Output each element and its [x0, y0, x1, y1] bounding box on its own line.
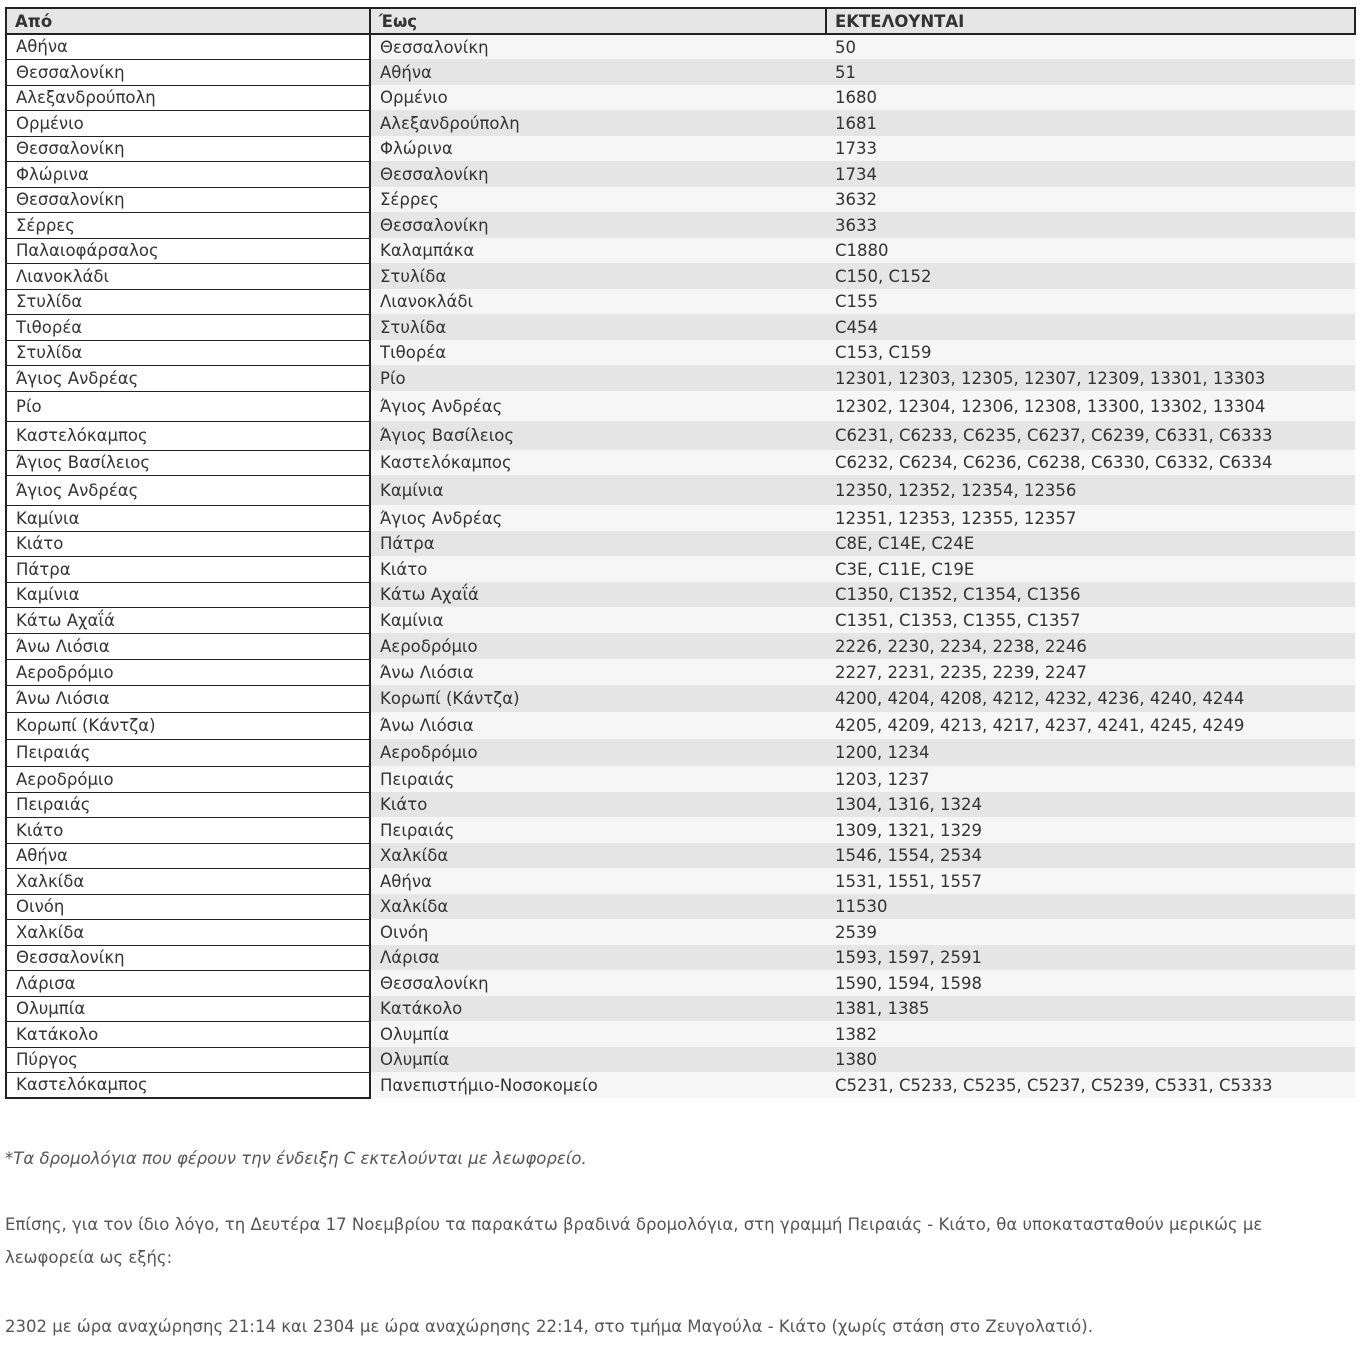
table-row [6, 187, 1355, 212]
cell-trains: 1590, 1594, 1598 [826, 970, 1355, 996]
cell-from: Θεσσαλονίκη [6, 945, 370, 970]
cell-from: Αεροδρόμιο [6, 766, 370, 792]
cell-to: Άγιος Βασίλειος [370, 421, 826, 450]
cell-to: Ολυμπία [370, 1021, 826, 1047]
cell-trains: 1380 [826, 1047, 1355, 1072]
cell-from: Αθήνα [6, 34, 370, 59]
cell-from: Ρίο [6, 391, 370, 421]
cell-trains: 1734 [826, 161, 1355, 187]
cell-from: Καμίνια [6, 505, 370, 531]
cell-from: Πειραιάς [6, 739, 370, 766]
cell-trains: 50 [826, 34, 1355, 59]
table-row [6, 289, 1355, 314]
cell-to: Άγιος Ανδρέας [370, 505, 826, 531]
table-row [6, 894, 1355, 919]
cell-to: Χαλκίδα [370, 843, 826, 868]
table-row [6, 391, 1355, 421]
cell-from: Κορωπί (Κάντζα) [6, 712, 370, 739]
cell-trains: 1733 [826, 136, 1355, 161]
cell-to: Άγιος Ανδρέας [370, 391, 826, 421]
cell-to: Θεσσαλονίκη [370, 970, 826, 996]
table-row [6, 475, 1355, 505]
cell-to: Ολυμπία [370, 1047, 826, 1072]
cell-to: Καστελόκαμπος [370, 450, 826, 475]
cell-trains: 4205, 4209, 4213, 4217, 4237, 4241, 4245, 4249 [826, 712, 1355, 739]
table-row [6, 792, 1355, 817]
table-row [6, 161, 1355, 187]
schedule-rows [6, 34, 1355, 1098]
cell-from: Πύργος [6, 1047, 370, 1072]
cell-from: Αλεξανδρούπολη [6, 85, 370, 110]
cell-trains: 1200, 1234 [826, 739, 1355, 766]
header-from: Από [6, 8, 370, 34]
cell-trains: C8E, C14E, C24E [826, 531, 1355, 556]
table-row [6, 314, 1355, 340]
cell-to: Θεσσαλονίκη [370, 34, 826, 59]
cell-trains: 12351, 12353, 12355, 12357 [826, 505, 1355, 531]
cell-to: Άνω Λιόσια [370, 712, 826, 739]
cell-trains: C6232, C6234, C6236, C6238, C6330, C6332, C6334 [826, 450, 1355, 475]
table-row [6, 556, 1355, 582]
cell-from: Σέρρες [6, 212, 370, 238]
cell-trains: C1880 [826, 238, 1355, 263]
cell-from: Λάρισα [6, 970, 370, 996]
table-row [6, 766, 1355, 792]
cell-trains: 1382 [826, 1021, 1355, 1047]
cell-trains: 2226, 2230, 2234, 2238, 2246 [826, 633, 1355, 659]
cell-to: Πάτρα [370, 531, 826, 556]
cell-trains: 4200, 4204, 4208, 4212, 4232, 4236, 4240, 4244 [826, 685, 1355, 712]
cell-trains: 1304, 1316, 1324 [826, 792, 1355, 817]
cell-to: Οινόη [370, 919, 826, 945]
bus-footnote: *Τα δρομολόγια που φέρουν την ένδειξη C εκτελούνται με λεωφορείο. [5, 1149, 587, 1168]
table-row [6, 212, 1355, 238]
cell-to: Αθήνα [370, 59, 826, 85]
cell-to: Καλαμπάκα [370, 238, 826, 263]
cell-to: Κιάτο [370, 556, 826, 582]
cell-from: Καστελόκαμπος [6, 421, 370, 450]
cell-from: Χαλκίδα [6, 868, 370, 894]
table-row [6, 365, 1355, 391]
table-row [6, 136, 1355, 161]
table-row [6, 450, 1355, 475]
table-header-row [6, 8, 1355, 34]
cell-from: Άγιος Ανδρέας [6, 365, 370, 391]
cell-trains: C1351, C1353, C1355, C1357 [826, 607, 1355, 633]
cell-to: Κατάκολο [370, 996, 826, 1021]
cell-to: Πανεπιστήμιο-Νοσοκομείο [370, 1072, 826, 1098]
cell-trains: 1381, 1385 [826, 996, 1355, 1021]
cell-trains: 11530 [826, 894, 1355, 919]
replaced-trains-note: 2302 με ώρα αναχώρησης 21:14 και 2304 με ώρα αναχώρησης 22:14, στο τμήμα Μαγούλα - Κιάτο (χωρίς στάση στο Ζευγολατιό). [5, 1317, 1093, 1336]
cell-to: Κιάτο [370, 792, 826, 817]
table-row [6, 919, 1355, 945]
evening-replacement-note: Επίσης, για τον ίδιο λόγο, τη Δευτέρα 17 Νοεμβρίου τα παρακάτω βραδινά δρομολόγια, στη γραμμή Πειραιάς - Κιάτο, θα υποκατασταθούν μερικώς με λεωφορεία ως εξής: [5, 1215, 1263, 1267]
cell-to: Πειραιάς [370, 766, 826, 792]
table-row [6, 1072, 1355, 1098]
header-trains: ΕΚΤΕΛΟΥΝΤΑΙ [826, 8, 1355, 34]
cell-trains: 1593, 1597, 2591 [826, 945, 1355, 970]
cell-trains: 3633 [826, 212, 1355, 238]
table-row [6, 633, 1355, 659]
schedule-table [5, 7, 1356, 1099]
cell-trains: 1546, 1554, 2534 [826, 843, 1355, 868]
cell-to: Ορμένιο [370, 85, 826, 110]
cell-trains: C155 [826, 289, 1355, 314]
cell-from: Θεσσαλονίκη [6, 59, 370, 85]
cell-to: Αλεξανδρούπολη [370, 110, 826, 136]
cell-from: Φλώρινα [6, 161, 370, 187]
cell-from: Άνω Λιόσια [6, 685, 370, 712]
cell-from: Πειραιάς [6, 792, 370, 817]
cell-trains: C150, C152 [826, 263, 1355, 289]
cell-from: Κιάτο [6, 817, 370, 843]
cell-trains: C6231, C6233, C6235, C6237, C6239, C6331, C6333 [826, 421, 1355, 450]
table-row [6, 34, 1355, 59]
table-row [6, 996, 1355, 1021]
table-row [6, 505, 1355, 531]
table-row [6, 340, 1355, 365]
cell-from: Κατάκολο [6, 1021, 370, 1047]
cell-trains: 12350, 12352, 12354, 12356 [826, 475, 1355, 505]
cell-trains: C454 [826, 314, 1355, 340]
cell-from: Χαλκίδα [6, 919, 370, 945]
cell-trains: 2227, 2231, 2235, 2239, 2247 [826, 659, 1355, 685]
cell-trains: C3E, C11E, C19E [826, 556, 1355, 582]
cell-trains: 1309, 1321, 1329 [826, 817, 1355, 843]
cell-to: Κορωπί (Κάντζα) [370, 685, 826, 712]
cell-trains: 2539 [826, 919, 1355, 945]
cell-from: Λιανοκλάδι [6, 263, 370, 289]
table-row [6, 582, 1355, 607]
cell-trains: 12301, 12303, 12305, 12307, 12309, 13301, 13303 [826, 365, 1355, 391]
cell-to: Θεσσαλονίκη [370, 161, 826, 187]
table-row [6, 817, 1355, 843]
table-row [6, 421, 1355, 450]
cell-to: Λάρισα [370, 945, 826, 970]
cell-from: Άγιος Βασίλειος [6, 450, 370, 475]
table-row [6, 85, 1355, 110]
table-row [6, 685, 1355, 712]
cell-to: Καμίνια [370, 607, 826, 633]
cell-trains: 1680 [826, 85, 1355, 110]
cell-from: Τιθορέα [6, 314, 370, 340]
table-row [6, 945, 1355, 970]
cell-to: Αεροδρόμιο [370, 739, 826, 766]
cell-trains: 12302, 12304, 12306, 12308, 13300, 13302, 13304 [826, 391, 1355, 421]
cell-from: Καμίνια [6, 582, 370, 607]
cell-to: Καμίνια [370, 475, 826, 505]
cell-to: Τιθορέα [370, 340, 826, 365]
cell-to: Φλώρινα [370, 136, 826, 161]
cell-from: Στυλίδα [6, 289, 370, 314]
cell-from: Αθήνα [6, 843, 370, 868]
table-row [6, 739, 1355, 766]
header-to: Έως [370, 8, 826, 34]
cell-to: Άνω Λιόσια [370, 659, 826, 685]
cell-from: Καστελόκαμπος [6, 1072, 370, 1098]
cell-to: Ρίο [370, 365, 826, 391]
cell-from: Θεσσαλονίκη [6, 187, 370, 212]
cell-from: Ολυμπία [6, 996, 370, 1021]
cell-to: Στυλίδα [370, 314, 826, 340]
cell-trains: C153, C159 [826, 340, 1355, 365]
cell-from: Κιάτο [6, 531, 370, 556]
cell-trains: 3632 [826, 187, 1355, 212]
cell-to: Χαλκίδα [370, 894, 826, 919]
cell-trains: C1350, C1352, C1354, C1356 [826, 582, 1355, 607]
cell-trains: 1203, 1237 [826, 766, 1355, 792]
cell-trains: C5231, C5233, C5235, C5237, C5239, C5331, C5333 [826, 1072, 1355, 1098]
cell-to: Λιανοκλάδι [370, 289, 826, 314]
cell-from: Αεροδρόμιο [6, 659, 370, 685]
cell-from: Πάτρα [6, 556, 370, 582]
table-row [6, 1021, 1355, 1047]
table-row [6, 712, 1355, 739]
cell-to: Πειραιάς [370, 817, 826, 843]
cell-from: Οινόη [6, 894, 370, 919]
table-row [6, 59, 1355, 85]
cell-trains: 51 [826, 59, 1355, 85]
table-row [6, 263, 1355, 289]
table-row [6, 1047, 1355, 1072]
table-row [6, 607, 1355, 633]
cell-to: Θεσσαλονίκη [370, 212, 826, 238]
table-row [6, 110, 1355, 136]
table-row [6, 970, 1355, 996]
cell-from: Άγιος Ανδρέας [6, 475, 370, 505]
cell-from: Στυλίδα [6, 340, 370, 365]
cell-to: Στυλίδα [370, 263, 826, 289]
table-row [6, 868, 1355, 894]
cell-to: Αθήνα [370, 868, 826, 894]
table-row [6, 238, 1355, 263]
cell-from: Θεσσαλονίκη [6, 136, 370, 161]
cell-from: Ορμένιο [6, 110, 370, 136]
cell-from: Παλαιοφάρσαλος [6, 238, 370, 263]
table-row [6, 843, 1355, 868]
cell-to: Σέρρες [370, 187, 826, 212]
cell-from: Άνω Λιόσια [6, 633, 370, 659]
cell-trains: 1681 [826, 110, 1355, 136]
table-row [6, 531, 1355, 556]
cell-to: Κάτω Αχαΐά [370, 582, 826, 607]
cell-from: Κάτω Αχαΐά [6, 607, 370, 633]
table-row [6, 659, 1355, 685]
cell-to: Αεροδρόμιο [370, 633, 826, 659]
cell-trains: 1531, 1551, 1557 [826, 868, 1355, 894]
